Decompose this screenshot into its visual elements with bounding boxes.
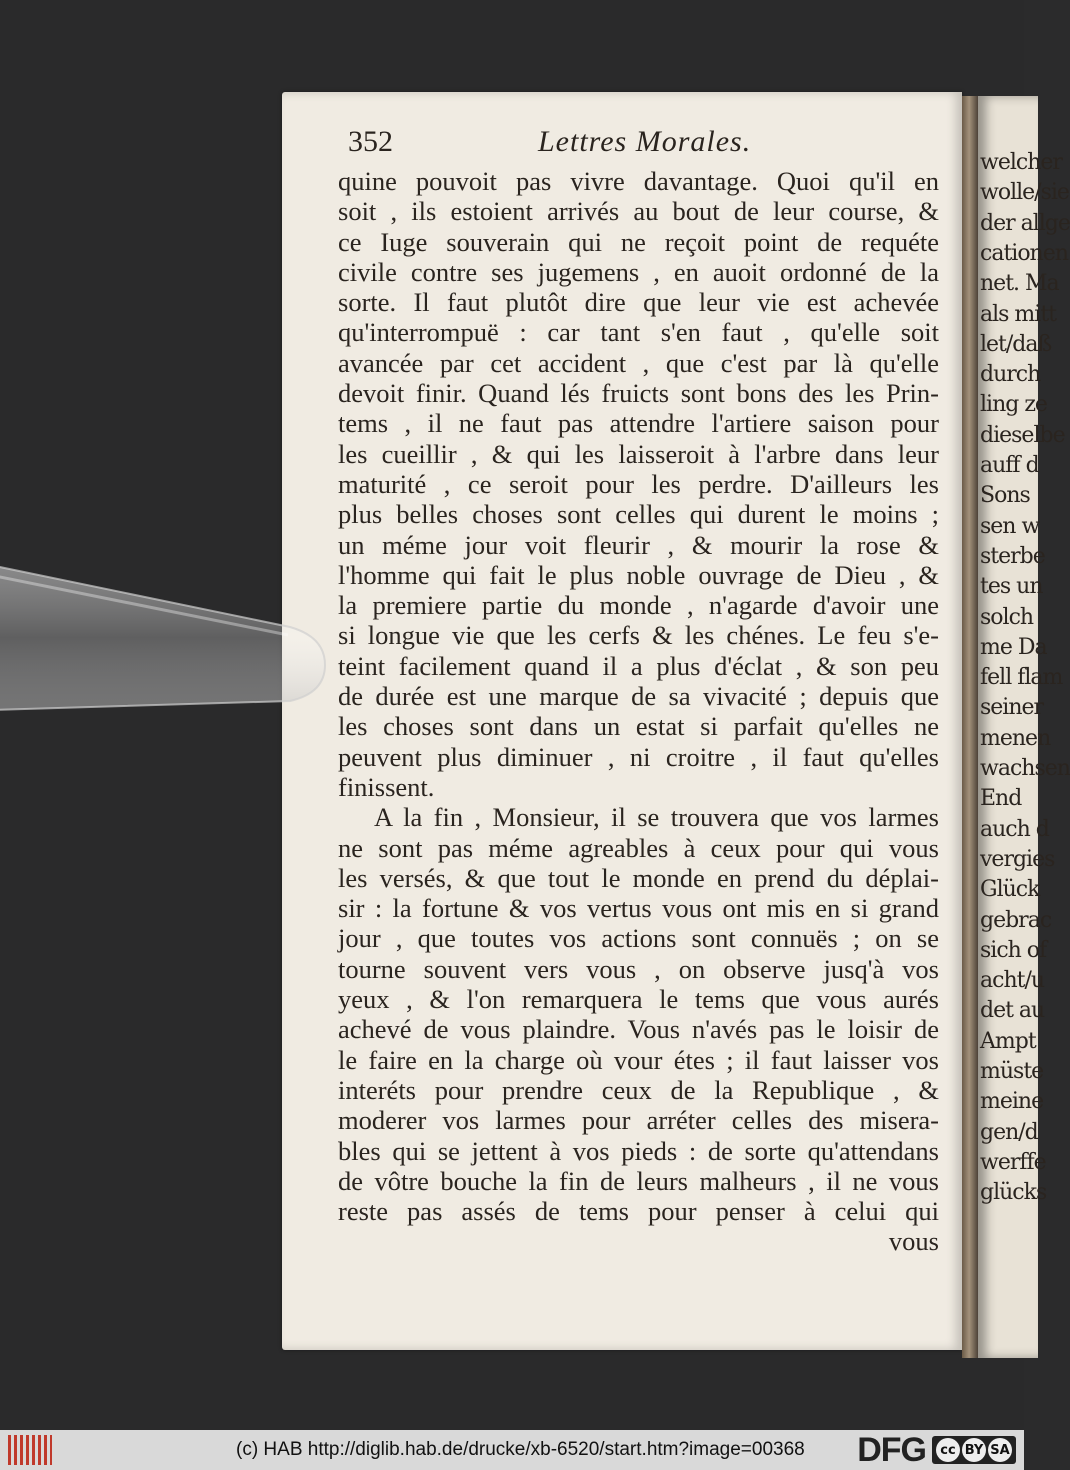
text-line: reste pas assés de tems pour penser à celui qui bbox=[338, 1196, 939, 1227]
text-line: ne sont pas méme agreables à ceux pour qui vous bbox=[338, 832, 939, 863]
facing-page-fragment: gebrac bbox=[980, 907, 1052, 933]
body-text bbox=[338, 166, 939, 1257]
facing-page-fragment: sterbe bbox=[980, 543, 1045, 569]
text-line: plus belles choses sont celles qui durent le moins ; bbox=[338, 499, 939, 530]
facing-page-fragment: der allge bbox=[980, 210, 1070, 236]
text-line: A la fin , Monsieur, il se trouvera que vos larmes bbox=[374, 802, 939, 833]
by-icon: BY bbox=[962, 1438, 986, 1462]
facing-page-fragment: fell flam bbox=[980, 665, 1063, 691]
text-line: maturité , ce seroit pour les perdre. D'ailleurs les bbox=[338, 468, 939, 499]
facing-page-fragment: müste bbox=[980, 1059, 1044, 1084]
facing-page-fragment: seiner bbox=[980, 695, 1044, 721]
page-holder-spatula bbox=[0, 565, 335, 710]
text-line: teint facilement quand il a plus d'éclat , & son peu bbox=[338, 650, 939, 681]
text-line: de vôtre bouche la fin de leurs malheurs , il ne vous bbox=[338, 1165, 939, 1196]
facing-page-fragment: cationen bbox=[980, 240, 1068, 266]
facing-page-fragment: sen w bbox=[980, 513, 1040, 539]
facing-page-fragment: als mitt bbox=[980, 301, 1057, 327]
text-line: devoit finir. Quand lés fruicts sont bons des les Prin- bbox=[338, 378, 939, 409]
facing-page-fragment: meine bbox=[980, 1089, 1044, 1115]
facing-page-fragment: wolle/sie bbox=[980, 180, 1069, 206]
facing-page-fragment: werffe bbox=[980, 1149, 1046, 1175]
facing-page-fragment: sich of bbox=[980, 937, 1047, 963]
page-header: Lettres Morales. bbox=[538, 125, 752, 158]
text-line: le faire en la charge où vour étes ; il faut laisser vos bbox=[338, 1044, 939, 1075]
facing-page-fragment: dieselbe bbox=[980, 422, 1065, 448]
page-number: 352 bbox=[348, 125, 393, 158]
text-line: moderer vos larmes pour arréter celles des misera- bbox=[338, 1105, 939, 1136]
facing-page-fragment: acht/u bbox=[980, 968, 1045, 994]
facing-page-fragment: welcher bbox=[980, 150, 1062, 175]
text-line: avancée par cet accident , que c'est par là qu'elle bbox=[338, 347, 939, 378]
facing-page-fragment: let/daß bbox=[980, 331, 1052, 357]
facing-page-fragment: me Da bbox=[980, 634, 1047, 660]
text-line: sir : la fortune & vos vertus vous ont mis en si grand bbox=[338, 893, 939, 924]
text-line: l'homme qui fait le plus noble ouvrage de Dieu , & bbox=[338, 559, 939, 590]
text-line: ce Iuge souverain qui ne reçoit point de requéte bbox=[338, 226, 939, 257]
facing-page-fragment: det au bbox=[980, 998, 1045, 1024]
text-line: les choses sont dans un estat si parfait qu'elles ne bbox=[338, 711, 939, 742]
facing-page-fragment: Glück bbox=[980, 877, 1040, 903]
book-page bbox=[282, 92, 962, 1350]
text-line: interéts pour prendre ceux de la Republique , & bbox=[338, 1074, 939, 1105]
facing-page-fragment: durch bbox=[980, 362, 1041, 388]
facing-page-edge bbox=[978, 96, 1070, 1358]
running-head bbox=[348, 124, 939, 164]
text-line: les cueillir , & qui les laisseroit à l'arbre dans leur bbox=[338, 438, 939, 469]
facing-page-fragment: vergies bbox=[980, 846, 1055, 872]
page-content bbox=[334, 124, 939, 1257]
text-line: qu'interrompuë : car tant s'en faut , qu'elle soit bbox=[338, 317, 939, 348]
text-line: achevé de vous plaindre. Vous n'avés pas le loisir de bbox=[338, 1014, 939, 1045]
sa-icon: SA bbox=[988, 1438, 1012, 1462]
text-line: yeux , & l'on remarquera le tems que vous aurés bbox=[338, 984, 939, 1015]
text-line: si longue vie que les cerfs & les chénes. Le feu s'e- bbox=[338, 620, 939, 651]
text-line: tems , il ne faut pas attendre l'artiere saison pour bbox=[338, 408, 939, 439]
facing-page-fragment: Ampt bbox=[980, 1028, 1036, 1054]
text-line: finissent. bbox=[338, 771, 435, 802]
dfg-logo: DFG bbox=[857, 1430, 926, 1469]
facing-page-fragment: solch bbox=[980, 604, 1034, 630]
facing-page-fragment: gen/d bbox=[980, 1119, 1038, 1145]
text-line: peuvent plus diminuer , ni croitre , il faut qu'elles bbox=[338, 741, 939, 772]
text-line: quine pouvoit pas vivre davantage. Quoi qu'il en bbox=[338, 166, 939, 196]
text-line: civile contre ses jugemens , en auoit ordonné de la bbox=[338, 256, 939, 287]
footer-bar bbox=[0, 1430, 1024, 1470]
text-line: de durée est une marque de sa vivacité ; depuis que bbox=[338, 681, 939, 712]
facing-page-fragment: menen bbox=[980, 725, 1051, 751]
text-line: un méme jour voit fleurir , & mourir la rose & bbox=[338, 529, 939, 560]
facing-page-fragment: glücks bbox=[980, 1180, 1047, 1206]
facing-page-fragment: tes un bbox=[980, 574, 1043, 600]
copyright-link[interactable]: (c) HAB http://diglib.hab.de/drucke/xb-6520/start.htm?image=00368 bbox=[236, 1439, 805, 1460]
text-line: la premiere partie du monde , n'agarde d'avoir une bbox=[338, 590, 939, 621]
text-line: soit , ils estoient arrivés au bout de leur course, & bbox=[338, 196, 939, 227]
hab-logo-icon bbox=[8, 1435, 52, 1465]
facing-page-fragment: net. Ma bbox=[980, 271, 1059, 297]
facing-page-fragment: Sons bbox=[980, 483, 1030, 509]
facing-page-fragment: End bbox=[980, 786, 1022, 812]
facing-page-fragment: ling ze bbox=[980, 392, 1047, 418]
catchword: vous bbox=[888, 1226, 939, 1257]
text-line: jour , que toutes vos actions sont connuës ; on se bbox=[338, 923, 939, 954]
cc-icon: cc bbox=[936, 1438, 960, 1462]
text-line: sorte. Il faut plutôt dire que leur vie est achevée bbox=[338, 287, 939, 318]
facing-page-fragment: auff d bbox=[980, 453, 1039, 478]
cc-license-badge[interactable] bbox=[932, 1436, 1016, 1464]
facing-page-fragment: auch d bbox=[980, 816, 1049, 842]
facing-page-fragment: wachsen bbox=[980, 756, 1070, 781]
text-line: bles qui se jettent à vos pieds : de sorte qu'attendans bbox=[338, 1135, 939, 1166]
text-line: les versés, & que tout le monde en prend du déplai- bbox=[338, 862, 939, 893]
text-line: tourne souvent vers vous , on observe jusq'à vos bbox=[338, 953, 939, 984]
